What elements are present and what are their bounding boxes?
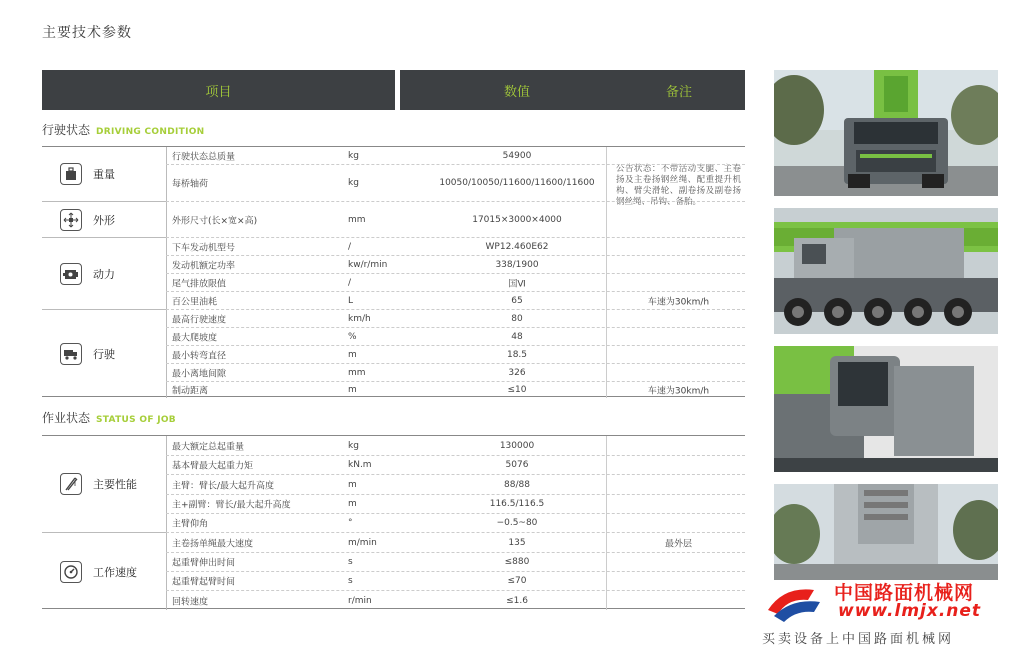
param-name: 行驶状态总质量 — [172, 152, 236, 162]
table-row — [166, 533, 745, 553]
header-value-label: 数值 — [504, 84, 531, 100]
header-item-label: 项目 — [205, 84, 232, 100]
param-unit: r/min — [348, 595, 372, 606]
param-value: WP12.460E62 — [485, 241, 549, 252]
driving-title-cn: 行驶状态 — [42, 123, 91, 137]
table-row — [166, 591, 745, 610]
speed-icon — [60, 561, 82, 583]
watermark-subtitle: 买卖设备上中国路面机械网 — [762, 632, 955, 647]
param-value: 65 — [511, 295, 523, 306]
crane-photo-front — [774, 70, 998, 196]
param-name: 尾气排放限值 — [172, 279, 227, 289]
param-name: 主臂：臂长/最大起升高度 — [172, 481, 275, 491]
job-title-cn: 作业状态 — [42, 411, 91, 425]
param-value: 17015×3000×4000 — [472, 214, 562, 225]
group-weight — [42, 147, 166, 202]
header-value-note — [400, 70, 745, 110]
param-name: 发动机额定功率 — [172, 261, 236, 271]
param-unit: km/h — [348, 313, 371, 324]
dimensions-icon — [60, 209, 82, 231]
param-name: 最小离地间隙 — [172, 369, 227, 379]
param-name: 制动距离 — [172, 386, 209, 397]
table-row — [166, 436, 745, 456]
param-value: 18.5 — [506, 349, 528, 360]
group-label: 重量 — [93, 168, 115, 181]
param-unit: / — [348, 277, 352, 288]
param-value: 338/1900 — [495, 259, 539, 270]
table-row — [166, 364, 745, 382]
table-row — [166, 310, 745, 328]
watermark-cn: 中国路面机械网 — [834, 582, 975, 604]
table-row — [166, 475, 745, 495]
param-unit: / — [348, 241, 352, 252]
group-label: 主要性能 — [93, 478, 137, 491]
group-travel — [42, 310, 166, 398]
table-row — [166, 165, 745, 202]
crane-photo-rear — [774, 484, 998, 580]
param-unit: mm — [348, 367, 366, 378]
param-note: 车速为30km/h — [647, 297, 710, 307]
param-unit: kg — [348, 150, 359, 161]
param-value: 5076 — [505, 460, 529, 470]
job-table — [42, 435, 745, 609]
param-unit: kg — [348, 178, 359, 188]
param-name: 最大额定总起重量 — [172, 442, 245, 452]
param-unit: kw/r/min — [348, 259, 388, 270]
param-name: 主臂仰角 — [172, 519, 209, 530]
lmjx-logo — [764, 582, 826, 626]
param-value: −0.5~80 — [496, 518, 538, 528]
driving-table — [42, 146, 745, 397]
header-note-label: 备注 — [666, 84, 693, 100]
param-unit: m — [348, 385, 357, 395]
param-name: 最大爬坡度 — [172, 333, 218, 343]
engine-icon — [60, 263, 82, 285]
param-value: 116.5/116.5 — [489, 499, 545, 509]
param-value: 54900 — [502, 150, 532, 161]
header-item — [42, 70, 395, 110]
param-name: 回转速度 — [172, 597, 209, 607]
driving-title-en: DRIVING CONDITION — [96, 127, 205, 137]
page-title: 主要技术参数 — [42, 25, 132, 41]
table-row — [166, 202, 745, 238]
param-value: 80 — [511, 313, 523, 324]
param-value: 135 — [508, 537, 526, 548]
param-name: 起重臂起臂时间 — [172, 577, 236, 588]
param-value: ≤880 — [504, 557, 530, 567]
param-name: 主+副臂：臂长/最大起升高度 — [172, 500, 291, 511]
group-power — [42, 238, 166, 310]
table-row — [166, 256, 745, 274]
param-unit: ° — [348, 518, 353, 528]
job-section-title — [42, 409, 176, 426]
param-name: 起重臂伸出时间 — [172, 558, 236, 569]
param-name: 基本臂最大起重力矩 — [172, 461, 254, 472]
param-name: 最高行驶速度 — [172, 315, 227, 325]
table-row — [166, 495, 745, 514]
table-row — [166, 514, 745, 533]
table-row — [166, 274, 745, 292]
boom-icon — [60, 473, 82, 495]
param-value: 48 — [511, 331, 523, 342]
param-unit: s — [348, 557, 353, 567]
param-value: ≤1.6 — [506, 595, 528, 606]
param-value: 326 — [508, 367, 526, 378]
param-value: ≤10 — [507, 385, 527, 395]
group-label: 动力 — [93, 267, 115, 281]
param-name: 百公里油耗 — [172, 297, 218, 307]
param-value: 88/88 — [504, 479, 530, 490]
param-name: 主卷扬单绳最大速度 — [172, 539, 254, 549]
table-row — [166, 238, 745, 256]
table-row — [166, 382, 745, 398]
table-row — [166, 553, 745, 572]
table-row — [166, 292, 745, 310]
table-row — [166, 147, 745, 165]
param-unit: m — [348, 479, 357, 490]
param-note: 最外层 — [664, 539, 692, 549]
param-unit: kN.m — [348, 460, 372, 470]
param-unit: s — [348, 576, 353, 586]
group-label: 工作速度 — [93, 565, 137, 579]
param-value: 130000 — [499, 440, 535, 451]
param-unit: m/min — [348, 537, 377, 548]
param-unit: m — [348, 499, 357, 509]
param-value: 10050/10050/11600/11600/11600 — [439, 178, 595, 188]
param-name: 下车发动机型号 — [172, 243, 236, 253]
param-unit: mm — [348, 214, 366, 225]
param-value: 国Ⅵ — [508, 279, 526, 289]
group-speed — [42, 533, 166, 610]
param-unit: L — [348, 295, 354, 306]
param-value: ≤70 — [507, 576, 527, 586]
watermark-url: www.lmjx.net — [838, 601, 982, 621]
table-row — [166, 572, 745, 591]
weight-icon — [60, 163, 82, 185]
table-row — [166, 456, 745, 475]
job-title-en: STATUS OF JOB — [96, 415, 176, 425]
param-unit: m — [348, 349, 357, 360]
announcement-note: 公告状态：不带活动支腿、主卷扬及主卷扬钢丝绳、配重提升机构、臂尖滑轮、副卷扬及副卷扬钢丝绳、吊钩、备胎。 — [616, 164, 741, 207]
table-row — [166, 346, 745, 364]
crane-photo-cab — [774, 346, 998, 472]
param-name: 最小转弯直径 — [172, 351, 227, 361]
param-name: 外形尺寸(长×宽×高) — [172, 216, 258, 226]
param-unit: kg — [348, 440, 359, 451]
watermark — [760, 578, 1024, 668]
group-dimensions — [42, 202, 166, 238]
param-name: 每桥轴荷 — [172, 179, 209, 190]
param-unit: % — [348, 331, 357, 342]
group-label: 行驶 — [93, 348, 115, 361]
table-row — [166, 328, 745, 346]
driving-section-title — [42, 121, 205, 138]
group-label: 外形 — [93, 213, 115, 227]
param-note: 车速为30km/h — [647, 386, 710, 397]
truck-icon — [60, 343, 82, 365]
crane-photo-side — [774, 208, 998, 334]
group-performance — [42, 436, 166, 533]
